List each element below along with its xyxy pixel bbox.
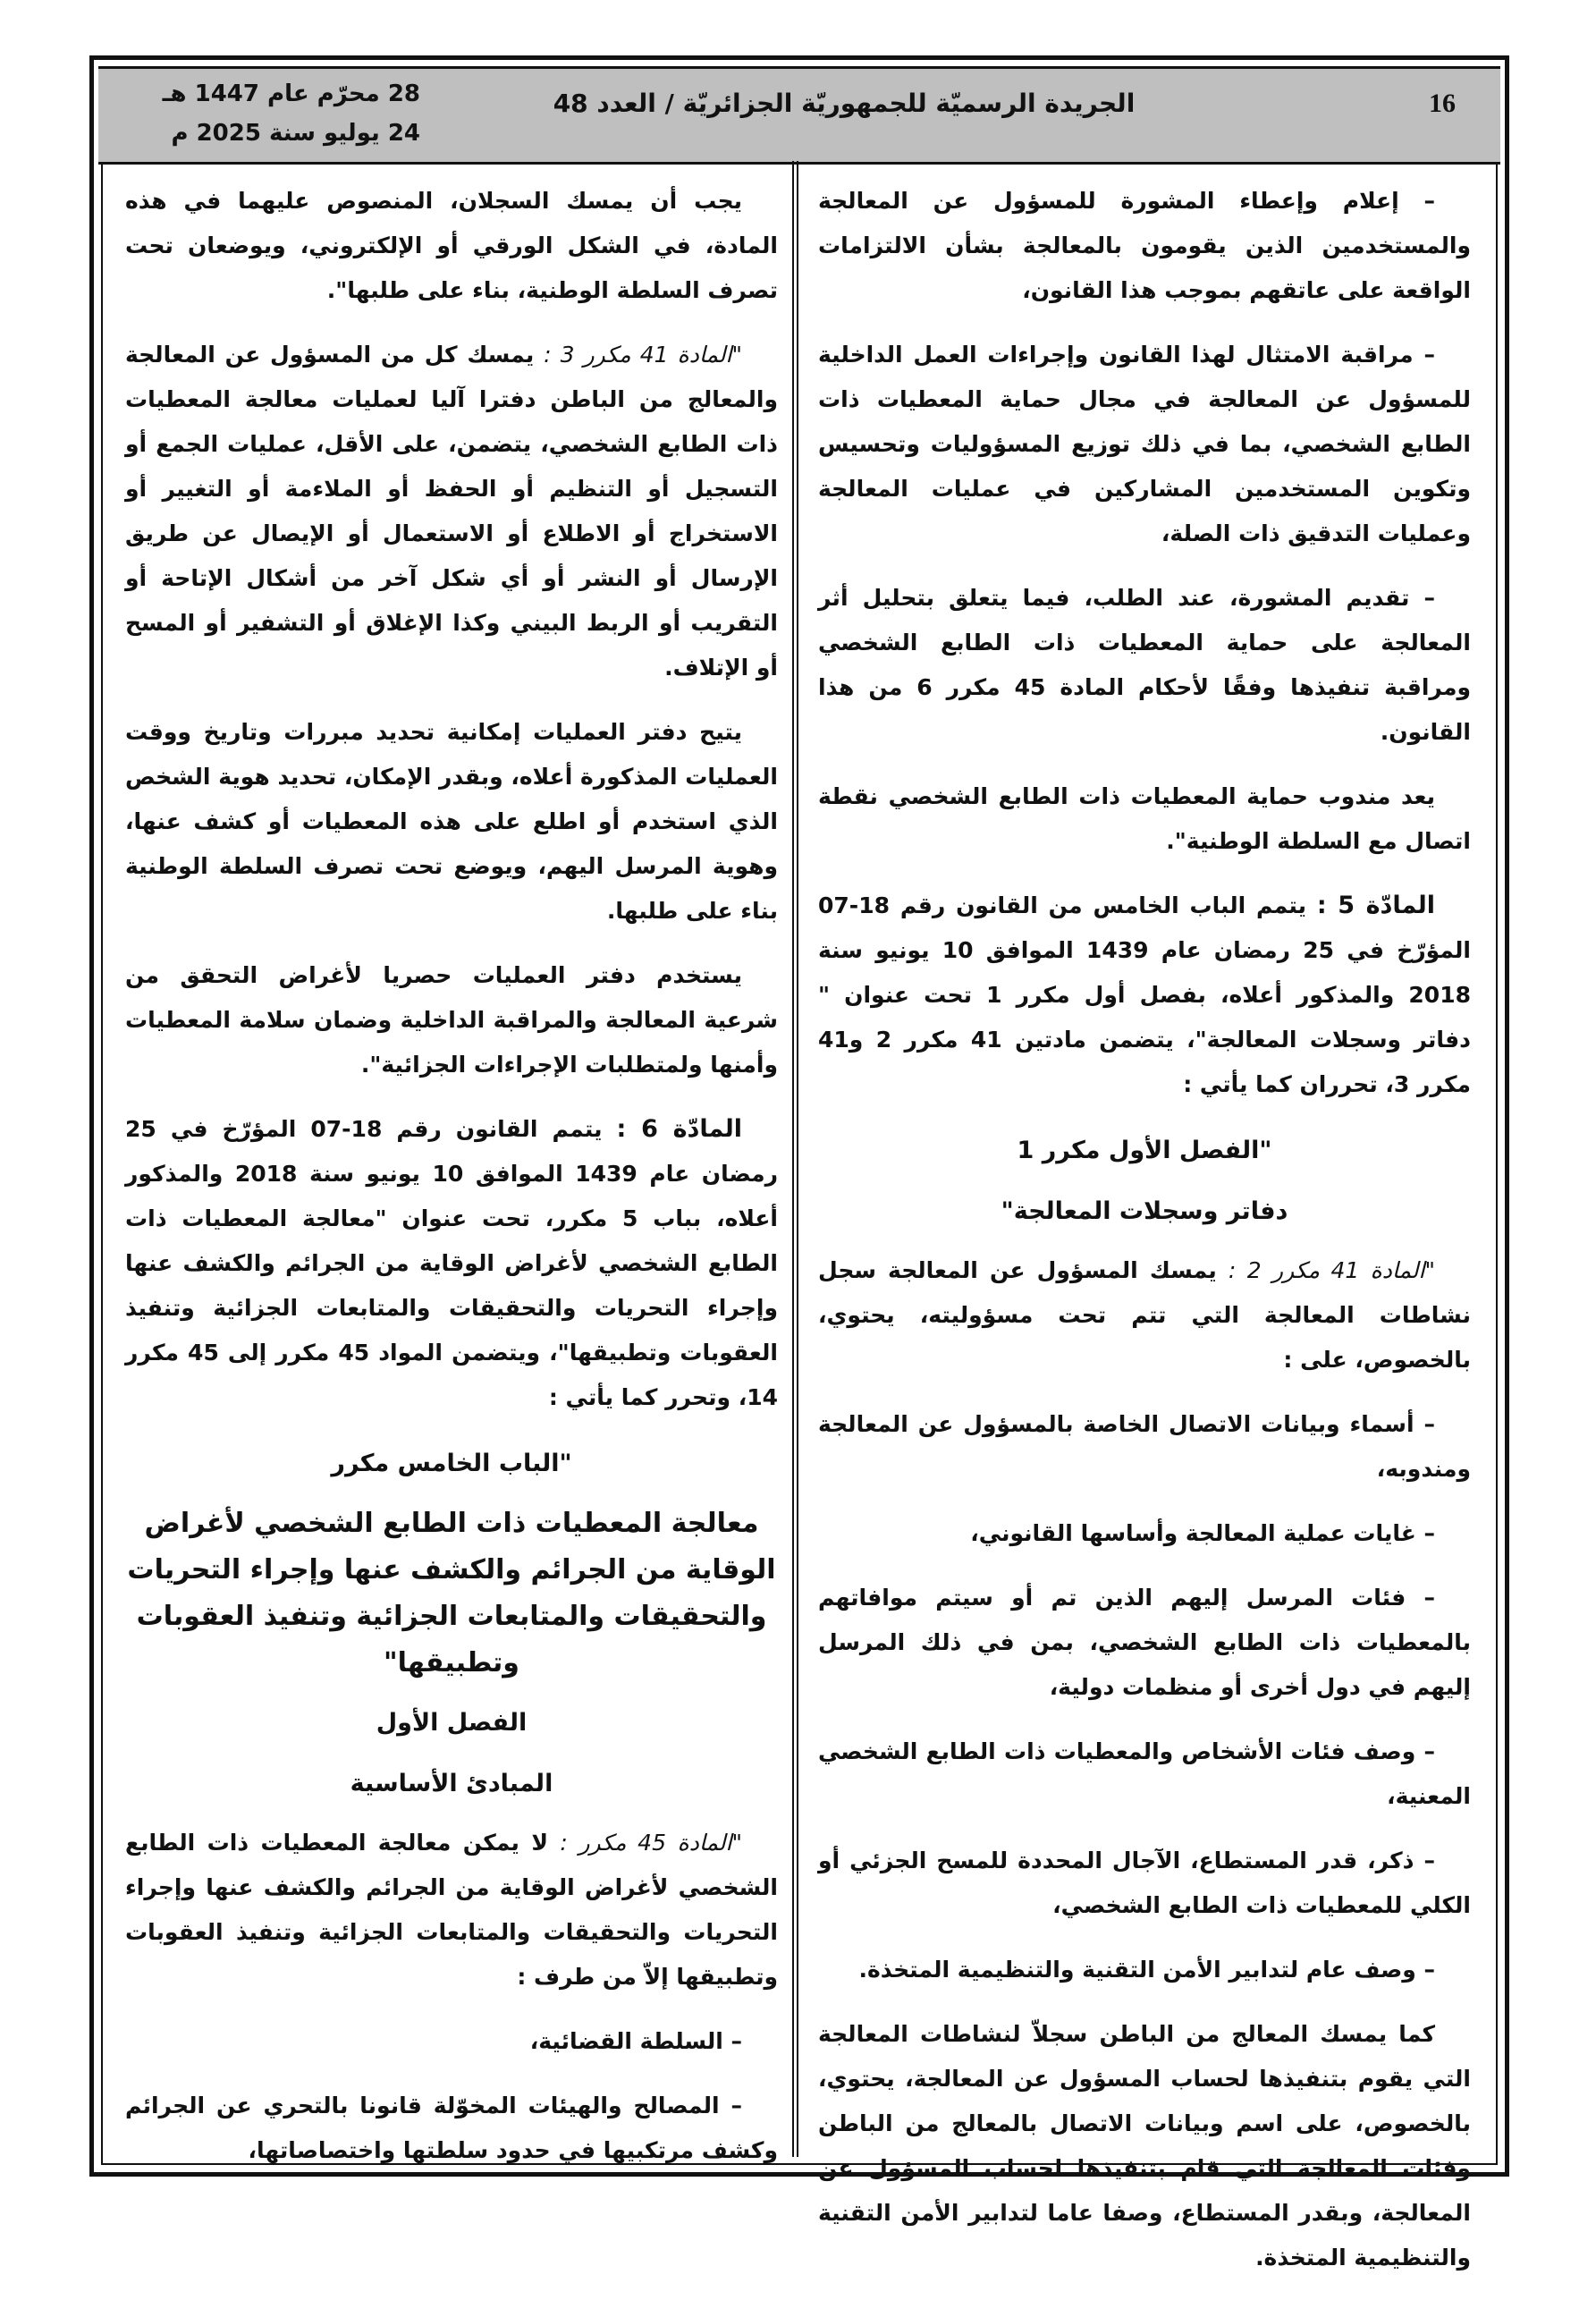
paragraph-text: كما يمسك المعالج من الباطن سجلاّ لنشاطات المعالجة التي يقوم بتنفيذها لحساب المسؤول عن المعالجة، يحتوي، بالخصوص، على اسم وبيانات الاتصال بالمعالج من الباطن وفئات المعالجة التي قام بتنفيذها لحساب المسؤول عن المعالجة، وبقدر المستطاع، وصفا عاما لتدابير الأمن التقنية والتنظيمية المتخذة. bbox=[818, 2021, 1471, 2270]
date-hijri: 28 محرّم عام 1447 هـ bbox=[162, 80, 420, 107]
paragraph-text: – إعلام وإعطاء المشورة للمسؤول عن المعالجة والمستخدمين الذين يقومون بالمعالجة بشأن الالتزامات الواقعة على عاتقهم بموجب هذا القانون، bbox=[818, 188, 1471, 303]
paragraph-text: – تقديم المشورة، عند الطلب، فيما يتعلق بتحليل أثر المعالجة على حماية المعطيات ذات الطابع الشخصي ومراقبة تنفيذها وفقًا لأحكام المادة 45 مكرر 6 من هذا القانون. bbox=[818, 585, 1471, 745]
article-label: المادّة 5 : bbox=[1316, 892, 1436, 919]
section-heading: "الباب الخامس مكرر bbox=[331, 1450, 572, 1477]
paragraph-text: – مراقبة الامتثال لهذا القانون وإجراءات العمل الداخلية للمسؤول عن المعالجة في مجال حماية المعطيات ذات الطابع الشخصي، بما في ذلك توزيع المسؤوليات وتحسيس وتكوين المستخدمين المشاركين في عمليات المعالجة وعمليات التدقيق ذات الصلة، bbox=[818, 342, 1471, 546]
paragraph-text: – ذكر، قدر المستطاع، الآجال المحددة للمسح الجزئي أو الكلي للمعطيات ذات الطابع الشخصي، bbox=[818, 1848, 1471, 1918]
paragraph bbox=[818, 1576, 1471, 1710]
section-heading: "الفصل الأول مكرر 1 bbox=[1017, 1137, 1272, 1164]
article-label: "المادة 45 مكرر : bbox=[560, 1830, 742, 1856]
section-heading: معالجة المعطيات ذات الطابع الشخصي لأغراض الوقاية من الجرائم والكشف عنها وإجراء التحريات والتحقيقات والمتابعات الجزائية وتنفيذ العقوبات وتطبيقها" bbox=[127, 1508, 776, 1678]
paragraph bbox=[818, 1839, 1471, 1928]
paragraph bbox=[818, 774, 1471, 864]
paragraph-text: – فئات المرسل إليهم الذين تم أو سيتم موافاتهم بالمعطيات ذات الطابع الشخصي، بمن في ذلك المرسل إليهم في دول أخرى أو منظمات دولية، bbox=[818, 1585, 1471, 1700]
article-label: "المادة 41 مكرر 2 : bbox=[1228, 1257, 1435, 1283]
right-column bbox=[818, 179, 1471, 2300]
paragraph-text: – أسماء وبيانات الاتصال الخاصة بالمسؤول عن المعالجة ومندوبه، bbox=[818, 1411, 1471, 1482]
date-gregorian: 24 يوليو سنة 2025 م bbox=[171, 120, 420, 147]
section-heading: دفاتر وسجلات المعالجة" bbox=[1001, 1197, 1288, 1225]
gazette-title: الجريدة الرسميّة للجمهوريّة الجزائريّة / العدد 48 bbox=[553, 89, 1136, 118]
paragraph bbox=[125, 2019, 778, 2064]
paragraph bbox=[818, 1948, 1471, 1992]
paragraph-text: يستخدم دفتر العمليات حصريا لأغراض التحقق من شرعية المعالجة والمراقبة الداخلية وضمان سلامة المعطيات وأمنها ولمتطلبات الإجراءات الجزائية". bbox=[125, 962, 778, 1078]
gazette-header bbox=[98, 66, 1500, 165]
paragraph bbox=[125, 2084, 778, 2173]
article-paragraph bbox=[818, 1248, 1471, 1383]
paragraph bbox=[125, 953, 778, 1087]
article-label: "المادة 41 مكرر 3 : bbox=[544, 342, 742, 368]
paragraph bbox=[818, 2012, 1471, 2280]
paragraph bbox=[818, 333, 1471, 556]
paragraph bbox=[818, 1511, 1471, 1556]
paragraph-text: – وصف فئات الأشخاص والمعطيات ذات الطابع الشخصي المعنية، bbox=[818, 1738, 1471, 1809]
article-paragraph bbox=[818, 884, 1471, 1107]
article-paragraph bbox=[125, 1821, 778, 2000]
article-label: المادّة 6 : bbox=[616, 1115, 743, 1143]
paragraph-text: يعد مندوب حماية المعطيات ذات الطابع الشخصي نقطة اتصال مع السلطة الوطنية". bbox=[818, 783, 1471, 854]
paragraph-text: يمسك المسؤول عن المعالجة سجل نشاطات المعالجة التي تتم تحت مسؤوليته، يحتوي، بالخصوص، على : bbox=[818, 1257, 1471, 1373]
paragraph bbox=[125, 179, 778, 313]
section-heading: الفصل الأول bbox=[376, 1709, 528, 1737]
paragraph-text: يتيح دفتر العمليات إمكانية تحديد مبررات وتاريخ ووقت العمليات المذكورة أعلاه، وبقدر الإمكان، تحديد هوية الشخص الذي استخدم أو اطلع على هذه المعطيات أو كشف عنها، وهوية المرسل اليهم، ويوضع تحت تصرف السلطة الوطنية بناء على طلبها. bbox=[124, 719, 778, 924]
paragraph-text: يمسك كل من المسؤول عن المعالجة والمعالج من الباطن دفترا آليا لعمليات معالجة المعطيات ذات الطابع الشخصي، يتضمن، على الأقل، عمليات الجمع أو التسجيل أو التنظيم أو الحفظ أو الملاءمة أو التغيير أو الاستخراج أو الاطلاع أو الاستعمال أو الإيصال عن طريق الإرسال أو النشر أو أي شكل آخر من أشكال الإتاحة أو التقريب أو الربط البيني وكذا الإغلاق أو التشفير أو المسح أو الإتلاف. bbox=[125, 342, 778, 681]
paragraph-text: – المصالح والهيئات المخوّلة قانونا بالتحري عن الجرائم وكشف مرتكبيها في حدود سلطتها واختصاصاتها، bbox=[125, 2093, 778, 2163]
paragraph bbox=[818, 179, 1471, 313]
page-number: 16 bbox=[1429, 89, 1456, 118]
paragraph-text: يتمم الباب الخامس من القانون رقم 18-07 المؤرّخ في 25 رمضان عام 1439 الموافق 10 يونيو سنة 2018 والمذكور أعلاه، بفصل أول مكرر 1 تحت عنوان " دفاتر وسجلات المعالجة"، يتضمن مادتين 41 مكرر 2 و41 مكرر 3، تحرران كما يأتي : bbox=[818, 892, 1472, 1097]
paragraph bbox=[818, 576, 1471, 755]
paragraph-text: لا يمكن معالجة المعطيات ذات الطابع الشخصي لأغراض الوقاية من الجرائم والكشف عنها وإجراء التحريات والتحقيقات والمتابعات الجزائية وتنفيذ العقوبات وتطبيقها إلاّ من طرف : bbox=[125, 1830, 778, 1990]
issue-date bbox=[125, 74, 420, 153]
article-paragraph bbox=[125, 333, 778, 690]
paragraph-text: – وصف عام لتدابير الأمن التقنية والتنظيمية المتخذة. bbox=[858, 1957, 1435, 1983]
section-heading: المبادئ الأساسية bbox=[350, 1770, 553, 1797]
paragraph bbox=[818, 1729, 1471, 1819]
article-paragraph bbox=[125, 1107, 778, 1420]
left-column bbox=[125, 179, 778, 2193]
paragraph-text: – السلطة القضائية، bbox=[529, 2028, 742, 2054]
paragraph-text: يجب أن يمسك السجلان، المنصوص عليهما في هذه المادة، في الشكل الورقي أو الإلكتروني، ويوضعان تحت تصرف السلطة الوطنية، بناء على طلبها". bbox=[125, 188, 778, 303]
paragraph bbox=[125, 710, 778, 934]
column-divider bbox=[792, 161, 798, 2157]
paragraph-text: يتمم القانون رقم 18-07 المؤرّخ في 25 رمضان عام 1439 الموافق 10 يونيو سنة 2018 والمذكور أعلاه، بباب 5 مكرر، تحت عنوان "معالجة المعطيات ذات الطابع الشخصي لأغراض الوقاية من الجرائم والكشف عنها وإجراء التحريات والتحقيقات والمتابعات الجزائية وتنفيذ العقوبات وتطبيقها"، ويتضمن المواد 45 مكرر إلى 45 مكرر 14، وتحرر كما يأتي : bbox=[125, 1116, 778, 1410]
paragraph bbox=[818, 1402, 1471, 1492]
paragraph-text: – غايات عملية المعالجة وأساسها القانوني، bbox=[970, 1520, 1435, 1546]
